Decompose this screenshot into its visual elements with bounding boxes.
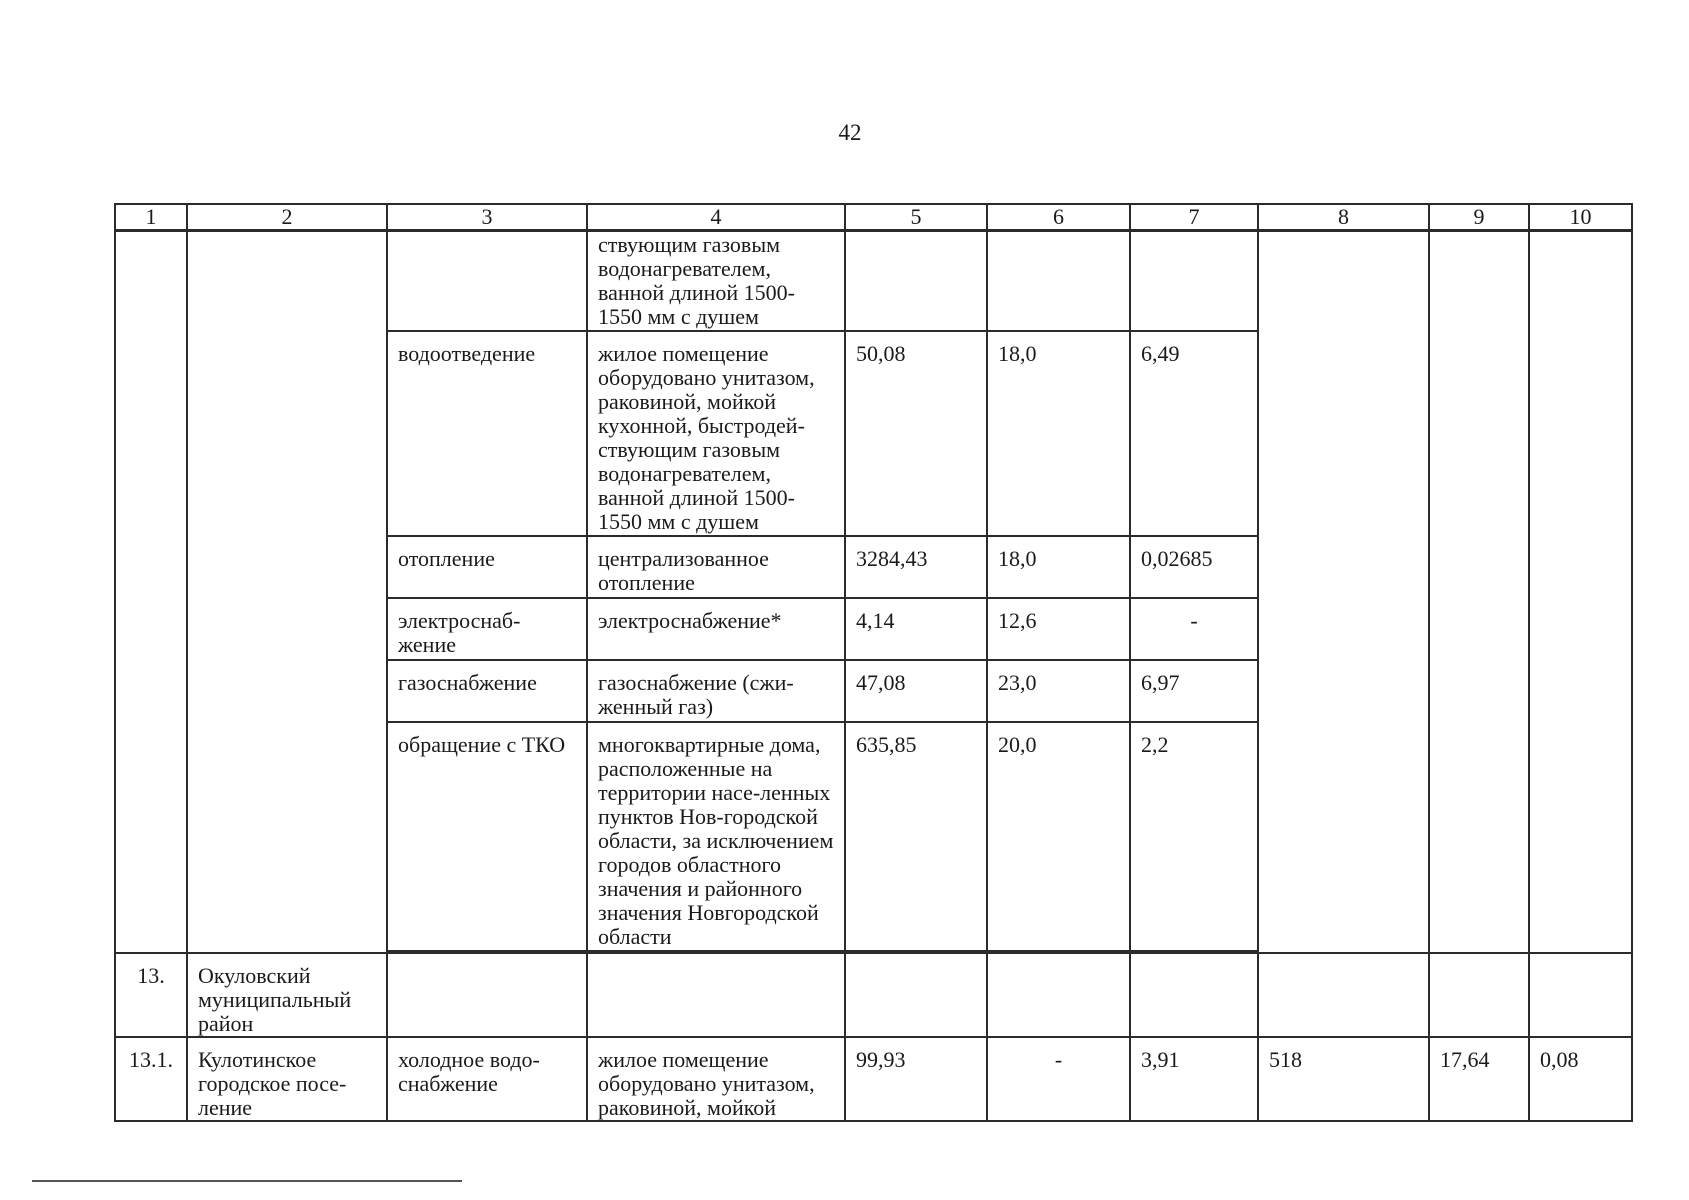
header-cell: 5 bbox=[845, 204, 987, 231]
cell-col9: 17,64 bbox=[1429, 1037, 1529, 1121]
cell-description: газоснабжение (сжи-женный газ) bbox=[587, 660, 845, 722]
merged-cell-col9 bbox=[1429, 231, 1529, 953]
cell-description: жилое помещение оборудовано унитазом, раковиной, мойкой кухонной, быстродей-ствующим газовым водонагревателем, ванной длиной 1500-1550 мм с душем bbox=[587, 331, 845, 536]
header-cell: 4 bbox=[587, 204, 845, 231]
cell-service bbox=[387, 953, 587, 1037]
cell-col7: 2,2 bbox=[1130, 722, 1258, 951]
cell-col10: 0,08 bbox=[1529, 1037, 1632, 1121]
cell-service bbox=[387, 231, 587, 331]
header-cell: 7 bbox=[1130, 204, 1258, 231]
cell-col10 bbox=[1529, 953, 1632, 1037]
cell-col5: 50,08 bbox=[845, 331, 987, 536]
cell-col5: 3284,43 bbox=[845, 536, 987, 598]
header-row bbox=[115, 204, 1632, 231]
merged-cell-col1 bbox=[115, 231, 187, 953]
cell-territory: Окуловский муниципальный район bbox=[187, 953, 387, 1037]
table-row-district bbox=[115, 953, 1632, 1037]
cell-col7 bbox=[1130, 953, 1258, 1037]
cell-col5: 635,85 bbox=[845, 722, 987, 951]
cell-number: 13. bbox=[115, 953, 187, 1037]
cell-col6: 23,0 bbox=[987, 660, 1130, 722]
tariff-table bbox=[114, 203, 1633, 1122]
cell-col7 bbox=[1130, 231, 1258, 331]
table-row-settlement bbox=[115, 1037, 1632, 1121]
header-cell: 6 bbox=[987, 204, 1130, 231]
header-cell: 10 bbox=[1529, 204, 1632, 231]
cell-service: газоснабжение bbox=[387, 660, 587, 722]
table-row-continuation bbox=[115, 231, 1632, 331]
cell-description: жилое помещение оборудовано унитазом, раковиной, мойкой bbox=[587, 1037, 845, 1121]
cell-col5 bbox=[845, 231, 987, 331]
cell-col6: 18,0 bbox=[987, 536, 1130, 598]
header-cell: 2 bbox=[187, 204, 387, 231]
cell-col7: 3,91 bbox=[1130, 1037, 1258, 1121]
cell-territory: Кулотинское городское посе-ление bbox=[187, 1037, 387, 1121]
cell-col8 bbox=[1258, 953, 1429, 1037]
cell-service: отопление bbox=[387, 536, 587, 598]
header-cell: 9 bbox=[1429, 204, 1529, 231]
cell-col5: 4,14 bbox=[845, 598, 987, 660]
merged-cell-col8 bbox=[1258, 231, 1429, 953]
page-number: 42 bbox=[838, 120, 862, 145]
cell-description bbox=[587, 953, 845, 1037]
cell-col7: 0,02685 bbox=[1130, 536, 1258, 598]
cell-service: водоотведение bbox=[387, 331, 587, 536]
cell-number: 13.1. bbox=[115, 1037, 187, 1121]
cell-col7: - bbox=[1130, 598, 1258, 660]
cell-col5 bbox=[845, 953, 987, 1037]
cell-description: электроснабжение* bbox=[587, 598, 845, 660]
cell-col5: 47,08 bbox=[845, 660, 987, 722]
header-cell: 3 bbox=[387, 204, 587, 231]
merged-cell-col2 bbox=[187, 231, 387, 953]
cell-col8: 518 bbox=[1258, 1037, 1429, 1121]
header-cell: 8 bbox=[1258, 204, 1429, 231]
merged-cell-col10 bbox=[1529, 231, 1632, 953]
cell-service: электроснаб-жение bbox=[387, 598, 587, 660]
cell-col9 bbox=[1429, 953, 1529, 1037]
cell-service: холодное водо-снабжение bbox=[387, 1037, 587, 1121]
cell-col7: 6,97 bbox=[1130, 660, 1258, 722]
cell-description: ствующим газовым водонагревателем, ванной длиной 1500-1550 мм с душем bbox=[587, 231, 845, 331]
cell-col6 bbox=[987, 231, 1130, 331]
cell-col6: - bbox=[987, 1037, 1130, 1121]
header-cell: 1 bbox=[115, 204, 187, 231]
cell-col6 bbox=[987, 953, 1130, 1037]
cell-col6: 20,0 bbox=[987, 722, 1130, 951]
cell-col6: 18,0 bbox=[987, 331, 1130, 536]
cell-description: многоквартирные дома, расположенные на территории насе-ленных пунктов Нов-городской области, за исключением городов областного значения и районного значения Новгородской области bbox=[587, 722, 845, 951]
footnote-separator bbox=[32, 1180, 462, 1182]
cell-description: централизованное отопление bbox=[587, 536, 845, 598]
cell-col6: 12,6 bbox=[987, 598, 1130, 660]
cell-col7: 6,49 bbox=[1130, 331, 1258, 536]
cell-service: обращение с ТКО bbox=[387, 722, 587, 951]
cell-col5: 99,93 bbox=[845, 1037, 987, 1121]
